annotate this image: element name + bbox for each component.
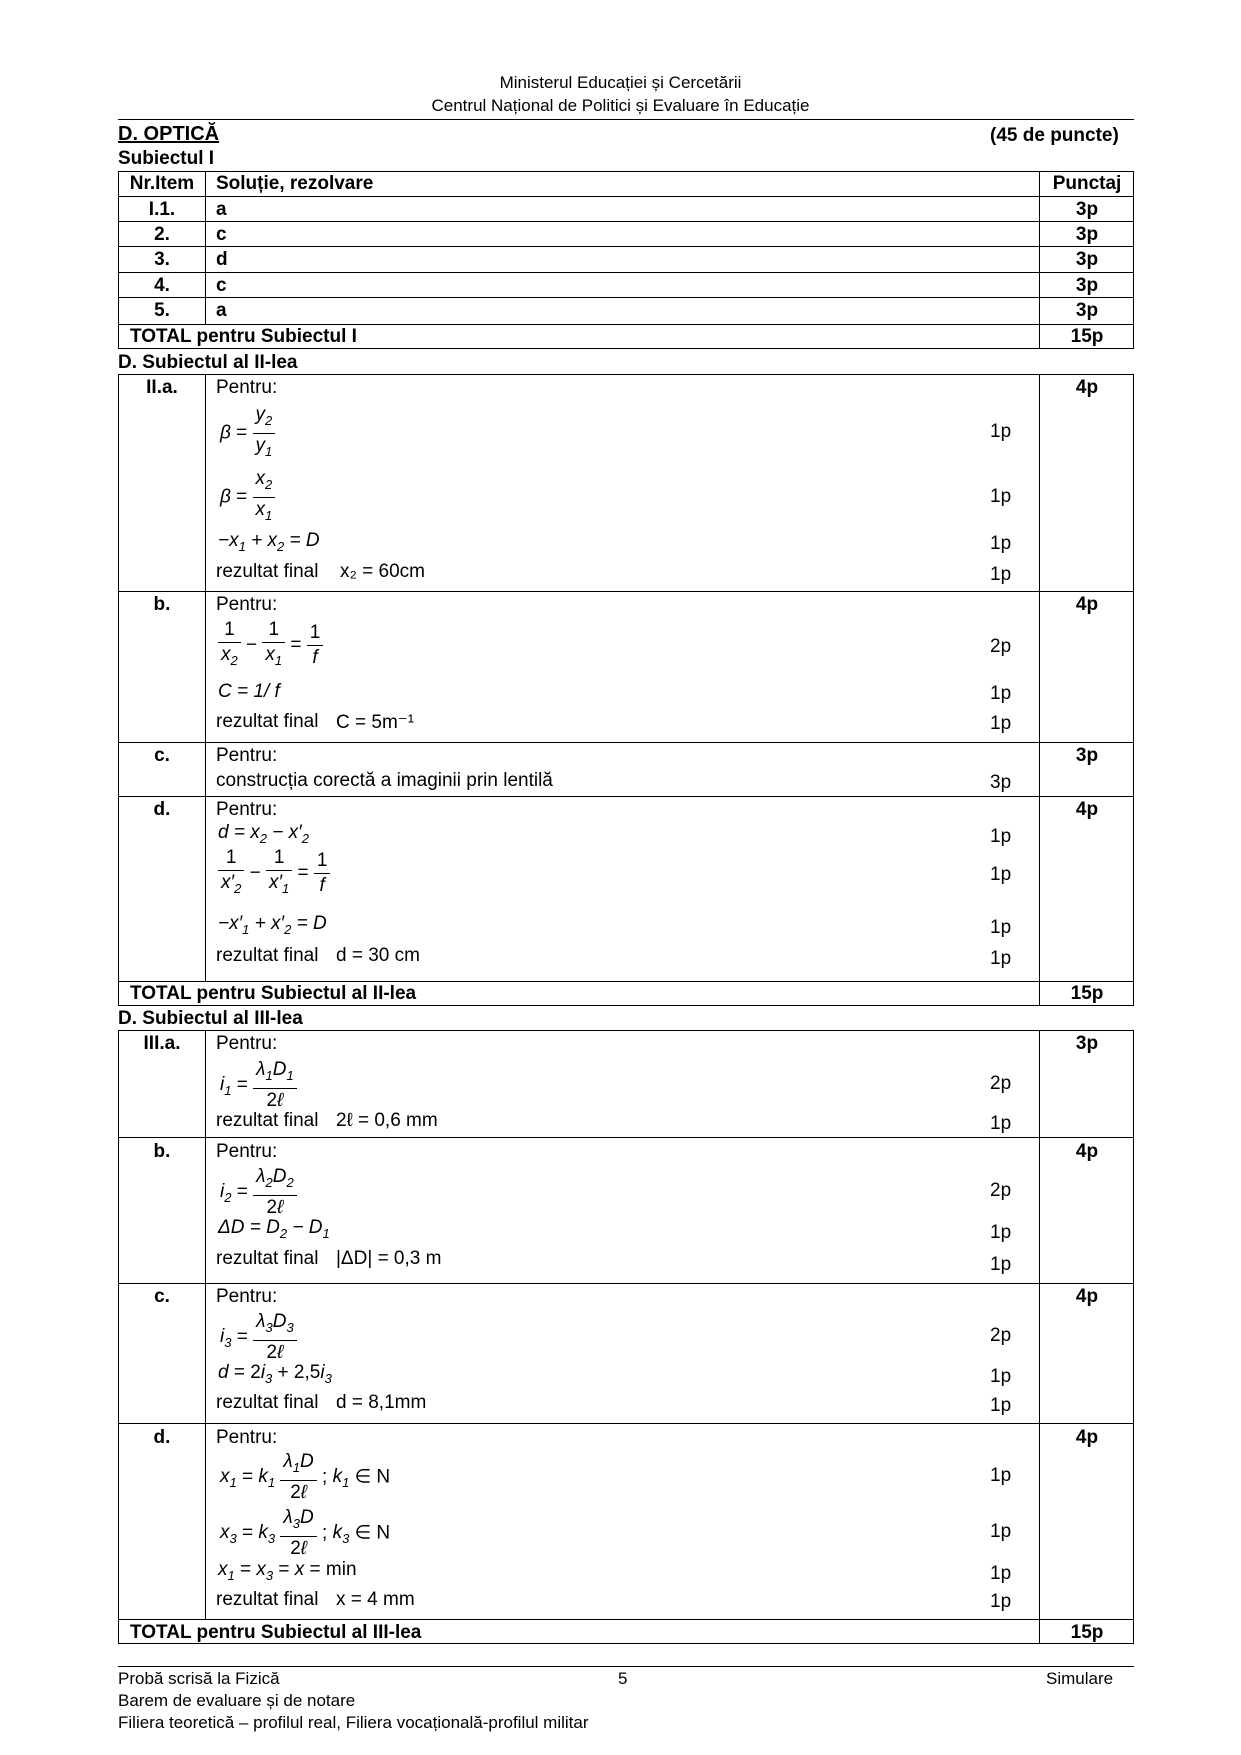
final-result-label: rezultat final <box>216 1248 319 1269</box>
subject1-total-label: TOTAL pentru Subiectul I <box>130 326 357 347</box>
section-points: (45 de puncte) <box>990 125 1119 146</box>
final-result-value: x₂ = 60cm <box>340 561 425 582</box>
formula-distance-prime: $-x'_1 + x'_2 = D$ <box>218 913 327 937</box>
footer-filiera: Filiera teoretică – profilul real, Filiera vocațională-profilul militar <box>118 1713 589 1732</box>
step-score: 1p <box>990 1563 1012 1584</box>
step-score: 1p <box>990 1395 1012 1416</box>
table-row-score: 3p <box>1075 275 1099 296</box>
ministry-line: Ministerul Educației și Cercetării <box>499 73 742 92</box>
item-label: III.a. <box>143 1033 181 1054</box>
step-score: 2p <box>990 636 1012 657</box>
table-row-item: 3. <box>154 249 170 270</box>
step-score: 1p <box>990 917 1012 938</box>
final-result-value: d = 30 cm <box>336 945 420 966</box>
item-label: c. <box>154 745 170 766</box>
pentru-label: Pentru: <box>216 1427 278 1448</box>
pentru-label: Pentru: <box>216 745 278 766</box>
table-row-answer: a <box>216 300 227 321</box>
formula-d-fringes: $d = 2i_3 + 2,5i_3$ <box>218 1362 332 1386</box>
item-score: 4p <box>1075 594 1099 615</box>
step-score: 1p <box>990 486 1012 507</box>
step-score: 1p <box>990 864 1012 885</box>
step-score: 1p <box>990 826 1012 847</box>
footer-exam: Probă scrisă la Fizică <box>118 1669 280 1688</box>
formula-beta-y: β = $\frac{y_2}{y_1}$ <box>220 403 275 464</box>
table-row-score: 3p <box>1075 249 1099 270</box>
construction-text: construcția corectă a imaginii prin lentilă <box>216 770 553 791</box>
step-score: 1p <box>990 1254 1012 1275</box>
step-score: 1p <box>990 421 1012 442</box>
header-item: Nr.Item <box>129 173 195 194</box>
item-score: 3p <box>1075 745 1099 766</box>
step-score: 2p <box>990 1325 1012 1346</box>
subject1-title: Subiectul I <box>118 148 215 169</box>
final-result-label: rezultat final <box>216 711 319 732</box>
final-result-value: x = 4 mm <box>336 1589 415 1610</box>
step-score: 1p <box>990 564 1012 585</box>
table-row-item: I.1. <box>148 199 176 220</box>
item-score: 4p <box>1075 1141 1099 1162</box>
table-row-answer: a <box>216 199 227 220</box>
step-score: 1p <box>990 1521 1012 1542</box>
formula-beta-x: β = $\frac{x_2}{x_1}$ <box>220 467 275 528</box>
subject2-total-label: TOTAL pentru Subiectul al II-lea <box>130 983 417 1004</box>
table-row-item: 4. <box>154 275 170 296</box>
formula-maxima-1: $x_1 = k_1$ $\frac{\lambda_1D}{\text{2ℓ}}$ ; $k_1$ ∈ N <box>220 1451 391 1503</box>
pentru-label: Pentru: <box>216 1033 278 1054</box>
subject3-title: D. Subiectul al III-lea <box>118 1008 303 1029</box>
formula-coincidence: $x_1 = x_3 = x = \min$ <box>218 1559 357 1583</box>
step-score: 1p <box>990 1366 1012 1387</box>
table-row-score: 3p <box>1075 199 1099 220</box>
item-label: c. <box>154 1286 170 1307</box>
step-score: 1p <box>990 1113 1012 1134</box>
pentru-label: Pentru: <box>216 799 278 820</box>
table-row-answer: c <box>216 275 227 296</box>
item-score: 4p <box>1075 799 1099 820</box>
item-label: d. <box>153 799 171 820</box>
subject2-title: D. Subiectul al II-lea <box>118 352 298 373</box>
formula-maxima-3: $x_3 = k_3$ $\frac{\lambda_3D}{\text{2ℓ}}$ ; $k_3$ ∈ N <box>220 1507 391 1559</box>
step-score: 1p <box>990 713 1012 734</box>
item-label: b. <box>153 1141 171 1162</box>
item-label: II.a. <box>146 377 178 398</box>
final-result-label: rezultat final <box>216 561 319 582</box>
formula-fringe-2: $i_2$ = $\frac{\lambda_2D_2}{\text{2ℓ}}$ <box>220 1165 297 1220</box>
step-score: 3p <box>990 772 1012 793</box>
item-label: d. <box>153 1427 171 1448</box>
footer-rule <box>118 1666 1134 1667</box>
subject1-total-score: 15p <box>1070 326 1104 347</box>
item-score: 4p <box>1075 1427 1099 1448</box>
formula-lens: $\frac{1}{x_2}$ − $\frac{1}{x_1}$ = $\frac{1}{f}$ <box>218 618 323 673</box>
subject1-table <box>118 171 1134 349</box>
step-score: 2p <box>990 1180 1012 1201</box>
step-score: 1p <box>990 533 1012 554</box>
pentru-label: Pentru: <box>216 594 278 615</box>
step-score: 2p <box>990 1073 1012 1094</box>
pentru-label: Pentru: <box>216 1286 278 1307</box>
step-score: 1p <box>990 1465 1012 1486</box>
table-row-item: 5. <box>154 300 170 321</box>
table-row-answer: c <box>216 224 227 245</box>
formula-fringe-1: $i_1$ = $\frac{\lambda_1D_1}{\text{2ℓ}}$ <box>220 1058 297 1113</box>
table-row-answer: d <box>216 249 228 270</box>
subject2-total-score: 15p <box>1070 983 1104 1004</box>
page-number: 5 <box>618 1669 628 1688</box>
table-row-score: 3p <box>1075 300 1099 321</box>
step-score: 1p <box>990 1591 1012 1612</box>
subject3-total-label: TOTAL pentru Subiectul al III-lea <box>130 1622 422 1643</box>
item-score: 4p <box>1075 377 1099 398</box>
subject3-total-score: 15p <box>1070 1622 1104 1643</box>
table-row-score: 3p <box>1075 224 1099 245</box>
pentru-label: Pentru: <box>216 1141 278 1162</box>
formula-lens-prime: $\frac{1}{x'_2}$ − $\frac{1}{x'_1}$ = $\frac{1}{f}$ <box>218 846 330 901</box>
formula-distance: $-x_1 + x_2 = D$ <box>218 530 320 554</box>
item-score: 3p <box>1075 1033 1099 1054</box>
item-score: 4p <box>1075 1286 1099 1307</box>
item-label: b. <box>153 594 171 615</box>
final-result-label: rezultat final <box>216 945 319 966</box>
formula-fringe-3: $i_3$ = $\frac{\lambda_3D_3}{\text{2ℓ}}$ <box>220 1310 297 1365</box>
formula-convergence: C = 1/ f <box>218 681 280 702</box>
pentru-label: Pentru: <box>216 377 278 398</box>
formula-displacement: $d = x_2 - x'_2$ <box>218 822 309 846</box>
footer-simulare: Simulare <box>1046 1669 1114 1688</box>
final-result-value: |ΔD| = 0,3 m <box>336 1248 442 1269</box>
table-row-item: 2. <box>154 224 170 245</box>
final-result-label: rezultat final <box>216 1589 319 1610</box>
final-result-label: rezultat final <box>216 1110 319 1131</box>
step-score: 1p <box>990 1222 1012 1243</box>
section-title: D. OPTICĂ <box>118 123 220 145</box>
final-result-value: d = 8,1mm <box>336 1392 427 1413</box>
header-score: Punctaj <box>1052 173 1122 194</box>
step-score: 1p <box>990 683 1012 704</box>
footer-barem: Barem de evaluare și de notare <box>118 1691 356 1710</box>
final-result-label: rezultat final <box>216 1392 319 1413</box>
header-rule <box>118 119 1134 120</box>
formula-delta-d: $\Delta D = D_2 - D_1$ <box>218 1217 330 1241</box>
header-solution: Soluție, rezolvare <box>216 173 374 194</box>
step-score: 1p <box>990 948 1012 969</box>
center-line: Centrul Național de Politici și Evaluare în Educație <box>431 96 810 115</box>
final-result-value: C = 5m⁻¹ <box>336 712 415 733</box>
final-result-value: 2ℓ = 0,6 mm <box>336 1110 438 1131</box>
